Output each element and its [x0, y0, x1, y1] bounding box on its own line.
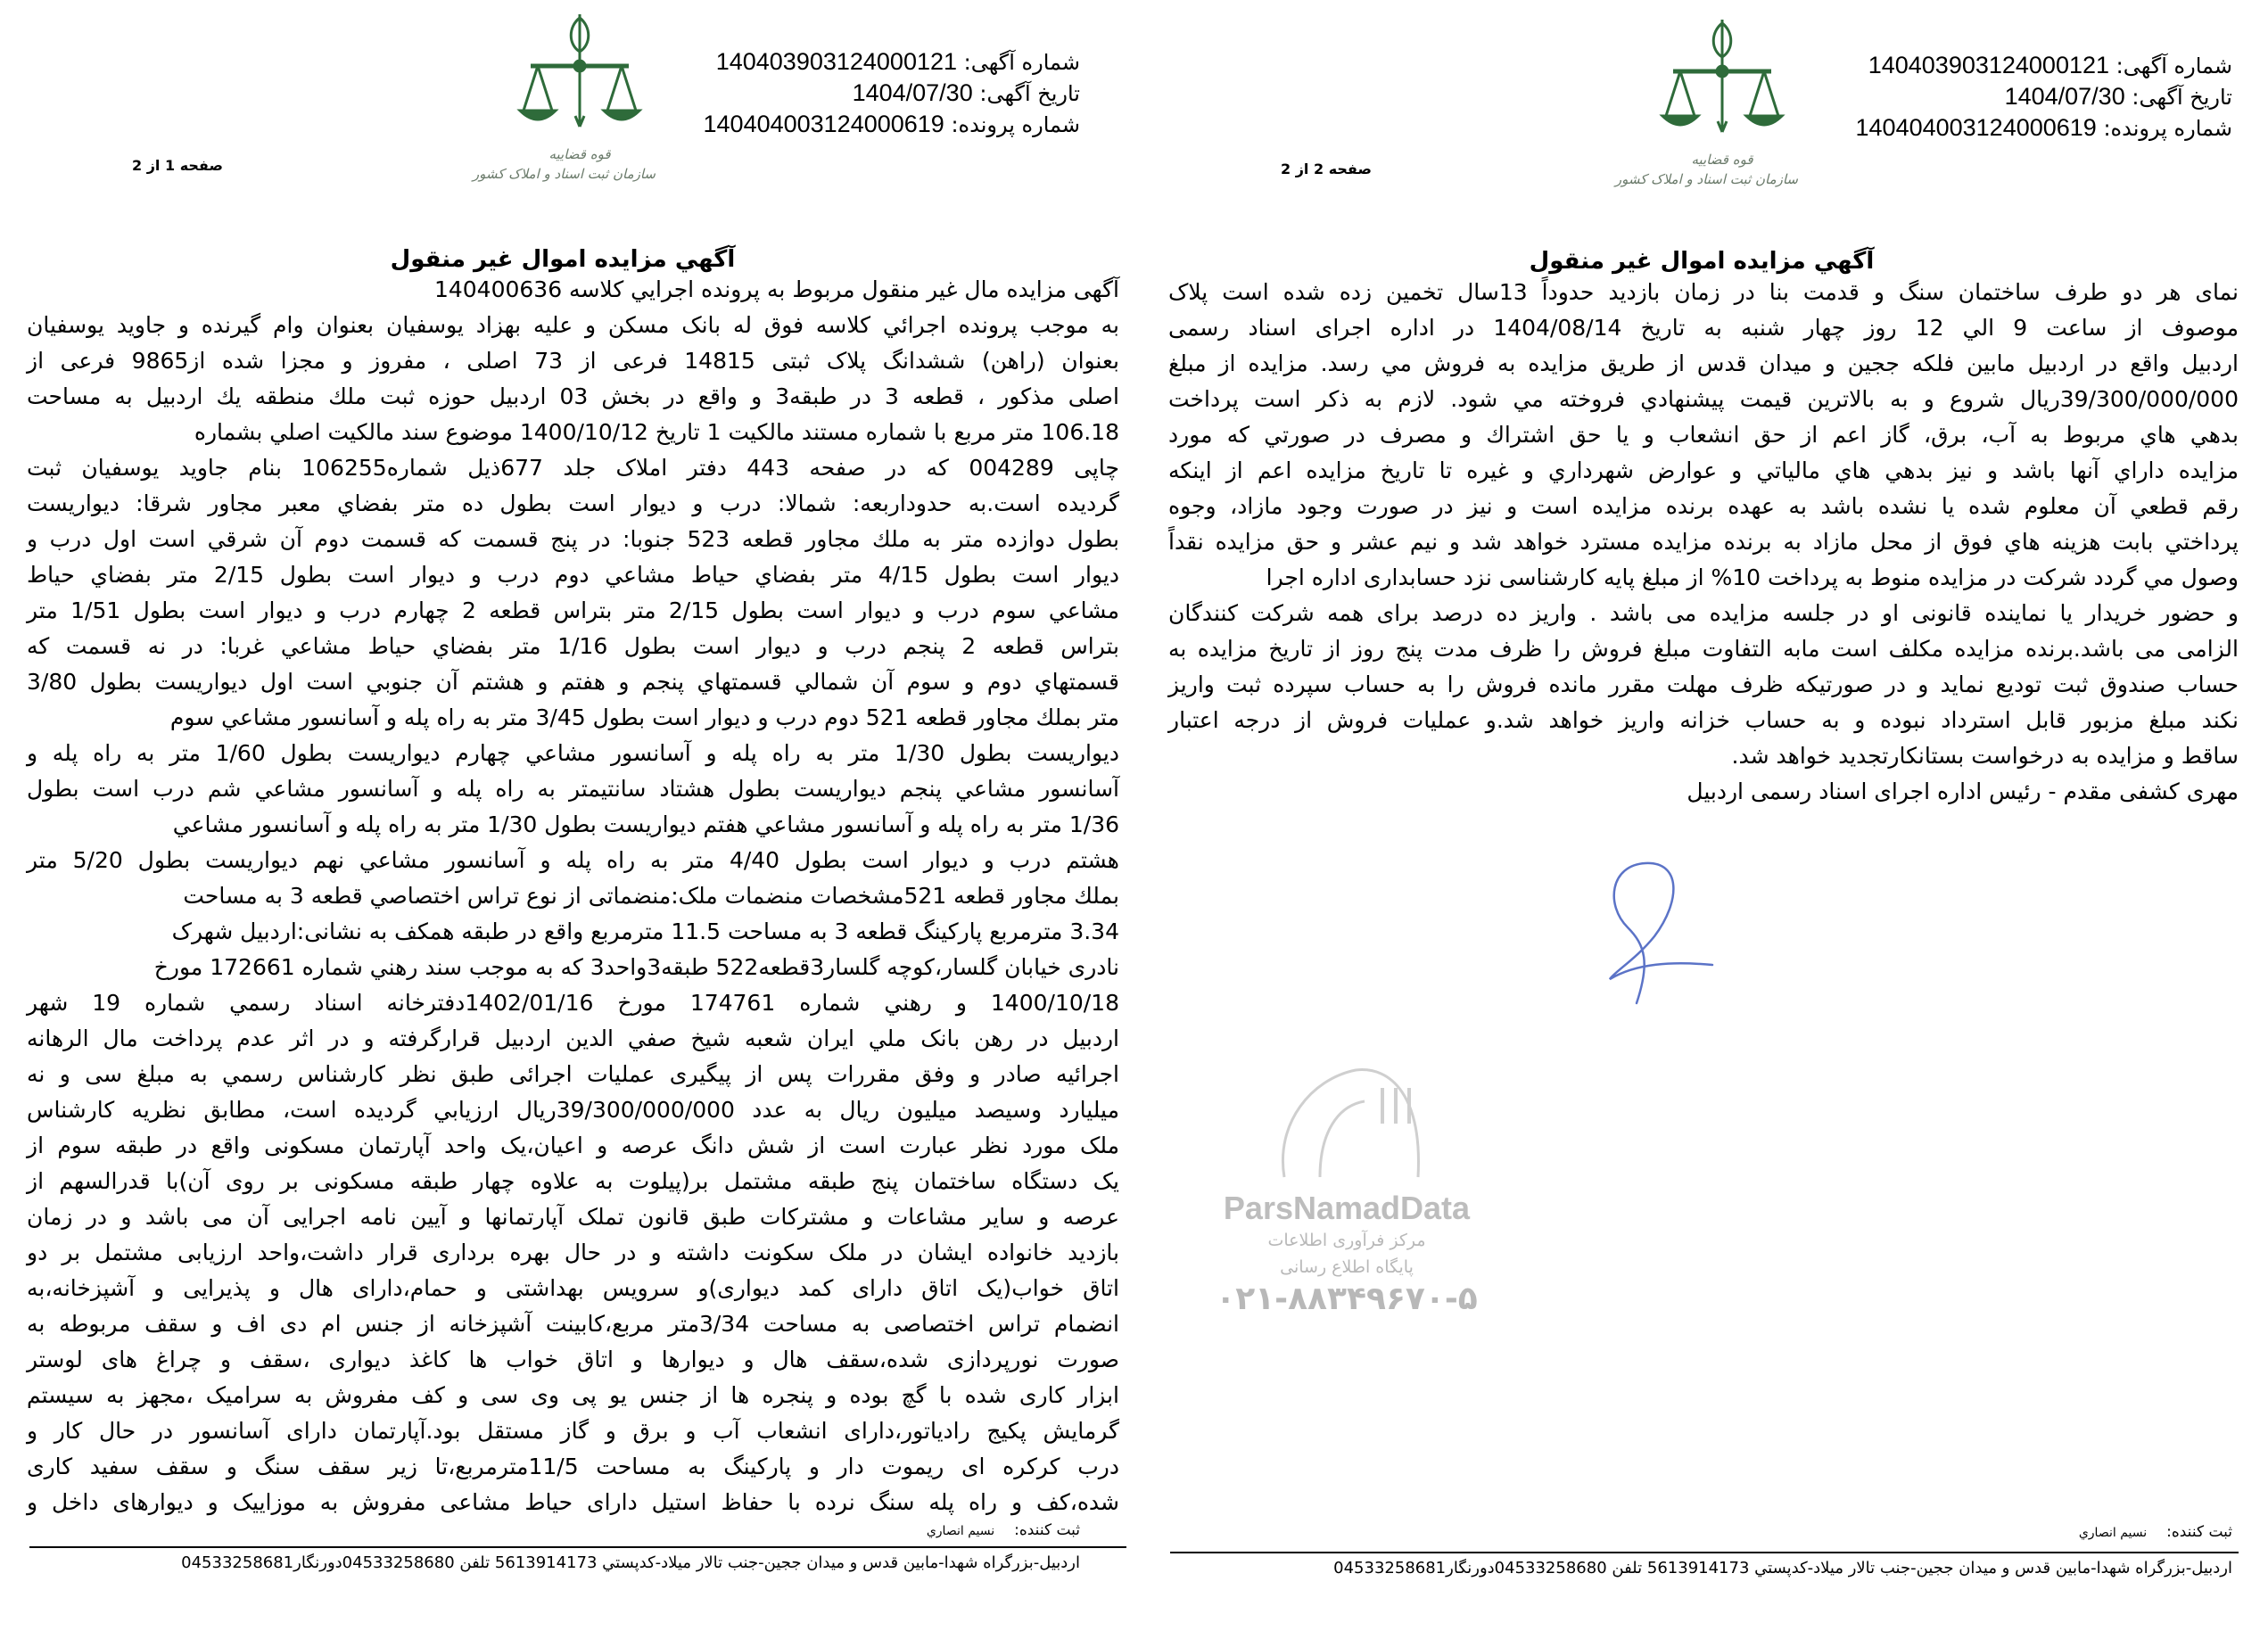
body-text: به موجب پرونده اجرائي کلاسه فوق له بانک مسکن و عليه بهزاد يوسفيان بعنوان وام گيرنده و جاويد يوسفيان [27, 312, 1119, 338]
body-text-line [27, 950, 1119, 985]
body-text: وصول مي گردد شرکت در مزايده منوط به پرداخت 10% از مبلغ پايه کارشناسی نزد حسابداری اداره اجرا [1266, 564, 2239, 590]
body-text: و حضور خريدار يا نماينده قانونی او در جلسه مزايده می باشد . واريز ده درصد برای همه شرکت کنندگان [1168, 600, 2239, 626]
body-text-line [27, 272, 1119, 308]
judiciary-emblem-logo [472, 11, 656, 198]
body-text: صورت نورپردازی شده،سقف هال و ديوارها و اتاق خواب ها کاغذ ديواری ،سقف و چراغ های لوستر [27, 1347, 1119, 1372]
body-text-line [1168, 667, 2239, 703]
announcement-title: آگهي مزايده اموال غير منقول [1529, 248, 1875, 275]
body-text-line [27, 985, 1119, 1021]
logo-judiciary-text: قوه قضاییه [548, 146, 611, 162]
body-text-line [1168, 346, 2239, 382]
body-text-line [27, 1378, 1119, 1413]
body-text-line [27, 1342, 1119, 1378]
body-text-line [1168, 453, 2239, 489]
notice-header [1856, 50, 2232, 144]
body-text-line [27, 629, 1119, 664]
notice-number: 140403903124000121 [1868, 52, 2110, 78]
announcement-title: آگهي مزايده اموال غير منقول [390, 246, 736, 273]
body-text-line [27, 700, 1119, 736]
notice-date-label: تاریخ آگهی: [2132, 85, 2232, 110]
logo-registry-text: سازمان ثبت اسناد و املاک کشور [1614, 171, 1798, 187]
case-number: 140404003124000619 [703, 111, 944, 137]
body-text: درب کرکره ای ريموت دار و پارکينگ به مساحت 11/5مترمربع،تا زير سقف سنگ و سقف سفيد کاری [27, 1454, 1119, 1479]
body-text-line [1168, 774, 2239, 810]
registrar [2079, 1523, 2232, 1541]
body-text: پرداختي بابت هزينه هاي فوق از محل مازاد به برنده مزايده مسترد خواهد شد و نيم عشر و حق مزايده نقداً [1168, 529, 2239, 555]
body-text-line [27, 1449, 1119, 1485]
page-2 [1134, 0, 2268, 1631]
body-text-line [27, 1271, 1119, 1306]
page-number: صفحه 2 از 2 [1281, 161, 1372, 177]
notice-date: 1404/07/30 [852, 79, 973, 106]
body-text-line [27, 1128, 1119, 1164]
body-text: مهری کشفی مقدم - رئيس اداره اجرای اسناد رسمی اردبيل [1687, 778, 2239, 804]
body-text: متر بملك مجاور قطعه 521 دوم درب و ديوار است بطول 3/45 متر به راه پله و آسانسور مشاعي سوم [169, 704, 1119, 730]
case-number-label: شماره پرونده: [2103, 116, 2232, 141]
footer-address: اردبيل-بزرگراه شهدا-مابين قدس و ميدان ججين-جنب تالار ميلاد-کدپستي 5613914173 تلفن 04533258680دورنگار04533258681 [181, 1553, 1080, 1572]
body-text-line [27, 557, 1119, 593]
body-text: الزامی می باشد.برنده مزايده مکلف است مابه التفاوت مبلغ فروش را ظرف مدت پنج روز از تاريخ مزايده به [1168, 636, 2239, 662]
logo-judiciary-text: قوه قضاییه [1691, 152, 1753, 168]
case-number-label: شماره پرونده: [951, 112, 1080, 137]
body-text-line [27, 379, 1119, 415]
signature-image [1583, 856, 1735, 1008]
body-text-line [1168, 596, 2239, 631]
body-text: اردبيل در رهن بانک ملي ايران شعبه شيخ صفي الدين اردبيل قرارگرفته و در اثر عدم پرداخت مال الرهانه [27, 1026, 1119, 1051]
body-text: اردبيل واقع در اردبيل مابين فلکه ججين و ميدان قدس از طريق مزايده به فروش مي رسد. مزايده از مبلغ [1168, 350, 2239, 376]
footer-divider [29, 1546, 1126, 1548]
notice-header [704, 46, 1080, 140]
body-text-line [27, 593, 1119, 629]
watermark-line-1: مرکز فرآوری اطلاعات [1267, 1231, 1426, 1250]
body-text-line [27, 1021, 1119, 1057]
body-text: بعنوان (راهن) ششدانگ پلاک ثبتی 14815 فرعی از 73 اصلی ، مفروز و مجزا شده از9865 فرعی از [27, 348, 1119, 374]
watermark-phone: ۰۲۱-۸۸۳۴۹۶۷۰-۵ [1216, 1281, 1478, 1317]
body-text-line [1168, 631, 2239, 667]
body-text-line [27, 415, 1119, 450]
announcement-body [1168, 275, 2239, 810]
body-text-line [27, 1164, 1119, 1199]
notice-number: 140403903124000121 [715, 48, 958, 75]
scales-of-justice-icon [504, 11, 656, 144]
watermark-line-2: پایگاه اطلاع رسانی [1280, 1257, 1414, 1277]
body-text: اجرائيه صادر و وفق مقررات پس از پيگيری عمليات اجرائی طبق نظر کارشناس رسمي به مبلغ سی و نه [27, 1061, 1119, 1087]
body-text: مزايده داراي آنها باشد و نيز بدهي هاي مالياتي و عوارض شهرداري و غيره تا تاريخ مزايده اعم از اينکه [1168, 457, 2239, 483]
notice-number-label: شماره آگهی: [963, 50, 1080, 75]
body-text-line [1168, 560, 2239, 596]
body-text: موصوف از ساعت 9 الي 12 روز چهار شنبه به تاريخ 1404/08/14 در اداره اجرای اسناد رسمی [1168, 315, 2239, 341]
body-text: نادری خيابان گلسار،کوچه گلسار3قطعه522 طبقه3واحد3 که به موجب سند رهني شماره 172661 مورخ [153, 954, 1119, 980]
footer-divider [1170, 1552, 2239, 1553]
registrar-label: ثبت کننده: [2166, 1523, 2232, 1541]
body-text: ميليارد وسيصد ميليون ريال به عدد 39/300/000/000ريال ارزيابي گرديده است، مطابق نظريه کارشناس [27, 1097, 1119, 1123]
body-text-line [1168, 489, 2239, 524]
body-text: 39/300/000/000ريال شروع و به بالاترين قيمت پيشنهادي فروخته مي شود. لازم به ذکر است پرداخت [1168, 386, 2239, 412]
body-text: ملک مورد نظر عبارت است از شش دانگ عرصه و اعيان،يک واحد آپارتمان مسکونی واقع در طبقه سوم از [27, 1133, 1119, 1158]
body-text: مشاعي سوم درب و ديوار است بطول 2/15 متر بتراس قطعه 2 چهارم درب و ديوار است بطول 1/51 متر [27, 597, 1119, 623]
body-text-line [27, 771, 1119, 807]
notice-date: 1404/07/30 [2004, 83, 2125, 110]
body-text-line [27, 1413, 1119, 1449]
registrar-name: نسیم انصاري [926, 1524, 995, 1538]
body-text-line [27, 664, 1119, 700]
body-text-line [27, 843, 1119, 878]
body-text-line [27, 450, 1119, 486]
body-text-line [27, 486, 1119, 522]
registrar [927, 1521, 1080, 1539]
page-number: صفحه 1 از 2 [132, 157, 223, 174]
body-text: عرصه و ساير مشاعات و مشترکات طبق قانون تملک آپارتمانها و آيين نامه اجرايی آن می باشد و در زمان [27, 1204, 1119, 1230]
body-text: هشتم درب و ديوار است بطول 4/40 متر به راه پله و آسانسور مشاعي نهم ديواريست بطول 5/20 متر [27, 847, 1119, 873]
body-text-line [27, 1485, 1119, 1520]
body-text: آسانسور مشاعي پنجم ديواريست بطول هشتاد سانتيمتر به راه پله و آسانسور مشاعي شم درب است بطول [27, 776, 1119, 802]
body-text-line [27, 1057, 1119, 1092]
case-number: 140404003124000619 [1855, 114, 2097, 141]
body-text: اتاق خواب(يک اتاق دارای کمد ديواری)و سرويس بهداشتی و حمام،دارای هال و پذيرايی و آشپزخانه،به [27, 1275, 1119, 1301]
body-text: بطول دوازده متر به ملك مجاور قطعه 523 جنوبا: در پنج قسمت که قسمت دوم آن شرقي است اول درب و [27, 526, 1119, 552]
body-text: نمای هر دو طرف ساختمان سنگ و قدمت بنا در زمان بازديد حدوداً 13سال تخمين زده شده است پلاک [1168, 279, 2239, 305]
body-text-line [27, 308, 1119, 343]
body-text: بملك مجاور قطعه 521مشخصات منضمات ملک:منضماتی از نوع تراس اختصاصي قطعه 3 به مساحت [183, 883, 1119, 909]
body-text-line [27, 878, 1119, 914]
body-text: ساقط و مزايده به درخواست بستانکارتجديد خواهد شد. [1731, 743, 2239, 769]
body-text: قسمتهاي دوم و سوم آن شمالي قسمتهاي پنجم و هفتم و هشتم آن جنوبي است اول ديواريست بطول 3/80 [27, 669, 1119, 695]
body-text: ابزار کاری شده با گچ بوده و پنجره ها از جنس يو پی وی سی و کف مفروش به سراميک ،مجهز به سيستم [27, 1382, 1119, 1408]
notice-date-label: تاریخ آگهی: [979, 81, 1080, 106]
body-text-line [27, 522, 1119, 557]
body-text-line [1168, 524, 2239, 560]
body-text-line [1168, 382, 2239, 417]
body-text-line [27, 736, 1119, 771]
body-text-line [27, 1092, 1119, 1128]
body-text-line [27, 1306, 1119, 1342]
body-text: آگهی مزايده مال غير منقول مربوط به پرونده اجرايي کلاسه 140400636 [433, 276, 1119, 302]
body-text: ديواريست بطول 1/30 متر به راه پله و آسانسور مشاعي چهارم ديواريست بطول 1/60 متر به راه پله و [27, 740, 1119, 766]
body-text: بدهي هاي مربوط به آب، برق، گاز اعم از حق انشعاب و يا حق اشتراك و مصرف در صورتي که مورد [1168, 422, 2239, 448]
body-text: گرديده است.به حدوداربعه: شمالا: درب و ديوار است بطول ده متر بفضاي معبر مجاور شرقا: ديواريست [27, 490, 1119, 516]
body-text: حساب صندوق ثبت توديع نمايد و در صورتيکه ظرف مهلت مقرر مانده فروش را به حساب سپرده ثبت واريز [1168, 671, 2239, 697]
body-text-line [1168, 738, 2239, 774]
body-text-line [1168, 275, 2239, 310]
body-text-line [27, 343, 1119, 379]
body-text-line [27, 914, 1119, 950]
body-text: انضمام تراس اختصاصی به مساحت 3/34متر مربع،کابينت آشپزخانه از جنس ام دی اف و سقف مربوطه به [27, 1311, 1119, 1337]
logo-registry-text: سازمان ثبت اسناد و املاک کشور [472, 166, 656, 182]
body-text: رقم قطعي آن معلوم شده يا نشده باشد به عهده برنده مزايده است و نيز در صورت وجود مازاد، وجوه [1168, 493, 2239, 519]
body-text-line [27, 1199, 1119, 1235]
watermark-brand: ParsNamadData [1223, 1190, 1471, 1226]
notice-number-label: شماره آگهی: [2115, 54, 2232, 78]
body-text: يک دستگاه ساختمان پنج طبقه مشتمل بر(پيلوت به علاوه چهار طبقه مسکونی بر روی آن)با قدرالسهم از [27, 1168, 1119, 1194]
body-text: اصلی مذکور ، قطعه 3 در طبقه3 و واقع در بخش 03 اردبيل حوزه ثبت ملك منطقه يك اردبيل به مساحت [27, 383, 1119, 409]
body-text: نکند مبلغ مزبور قابل استرداد نبوده و به حساب خزانه واريز خواهد شد.و عمليات فروش از درجه اعتبار [1168, 707, 2239, 733]
body-text: 106.18 متر مربع با شماره مستند مالکيت 1 تاريخ 1400/10/12 موضوع سند مالکيت اصلي بشماره [194, 419, 1119, 445]
registrar-label: ثبت کننده: [1014, 1521, 1080, 1539]
body-text: بتراس قطعه 2 پنجم درب و ديوار است بطول 1/16 متر بفضاي حياط مشاعي غربا: در نه قسمت که [27, 633, 1119, 659]
body-text-line [1168, 703, 2239, 738]
body-text: بازديد خانواده ايشان در ملک سکونت داشته و در حال بهره برداری قرار داشت،واحد ارزيابی مشتمل بر دو [27, 1240, 1119, 1265]
body-text: گرمايش پکيج رادياتور،دارای انشعاب آب و برق و گاز مستقل بود.آپارتمان دارای آسانسور در حال کار و [27, 1418, 1119, 1444]
scales-of-justice-icon [1646, 16, 1798, 150]
judiciary-emblem-logo [1614, 16, 1798, 203]
body-text: شده،کف و راه پله سنگ نرده با حفاظ استيل دارای حياط مشاعی مفروش به موزاييک و ديوارهای داخل و [27, 1489, 1119, 1515]
body-text: ديوار است بطول 4/15 متر بفضاي حياط مشاعي دوم درب و ديوار است بطول 2/15 متر بفضاي حياط [27, 562, 1119, 588]
body-text-line [27, 1235, 1119, 1271]
body-text: چاپی 004289 که در صفحه 443 دفتر املاک جلد 677ذيل شماره106255 بنام جاويد يوسفيان ثبت [27, 455, 1119, 481]
body-text: 1/36 متر به راه پله و آسانسور مشاعي هفتم ديواريست بطول 1/30 متر به راه پله و آسانسور مشاعي [172, 811, 1119, 837]
footer-address: اردبيل-بزرگراه شهدا-مابين قدس و ميدان ججين-جنب تالار ميلاد-کدپستي 5613914173 تلفن 04533258680دورنگار04533258681 [1333, 1559, 2232, 1577]
body-text: 1400/10/18 و رهني شماره 174761 مورخ 1402/01/16دفترخانه اسناد رسمي شماره 19 شهر [27, 990, 1119, 1016]
announcement-body [27, 272, 1119, 1520]
body-text-line [1168, 417, 2239, 453]
body-text: 3.34 مترمربع پارکينگ قطعه 3 به مساحت 11.5 مترمربع واقع در طبقه همکف به نشانی:اردبيل شهرک [171, 918, 1119, 944]
registrar-name: نسیم انصاري [2078, 1526, 2148, 1540]
body-text-line [27, 807, 1119, 843]
body-text-line [1168, 310, 2239, 346]
